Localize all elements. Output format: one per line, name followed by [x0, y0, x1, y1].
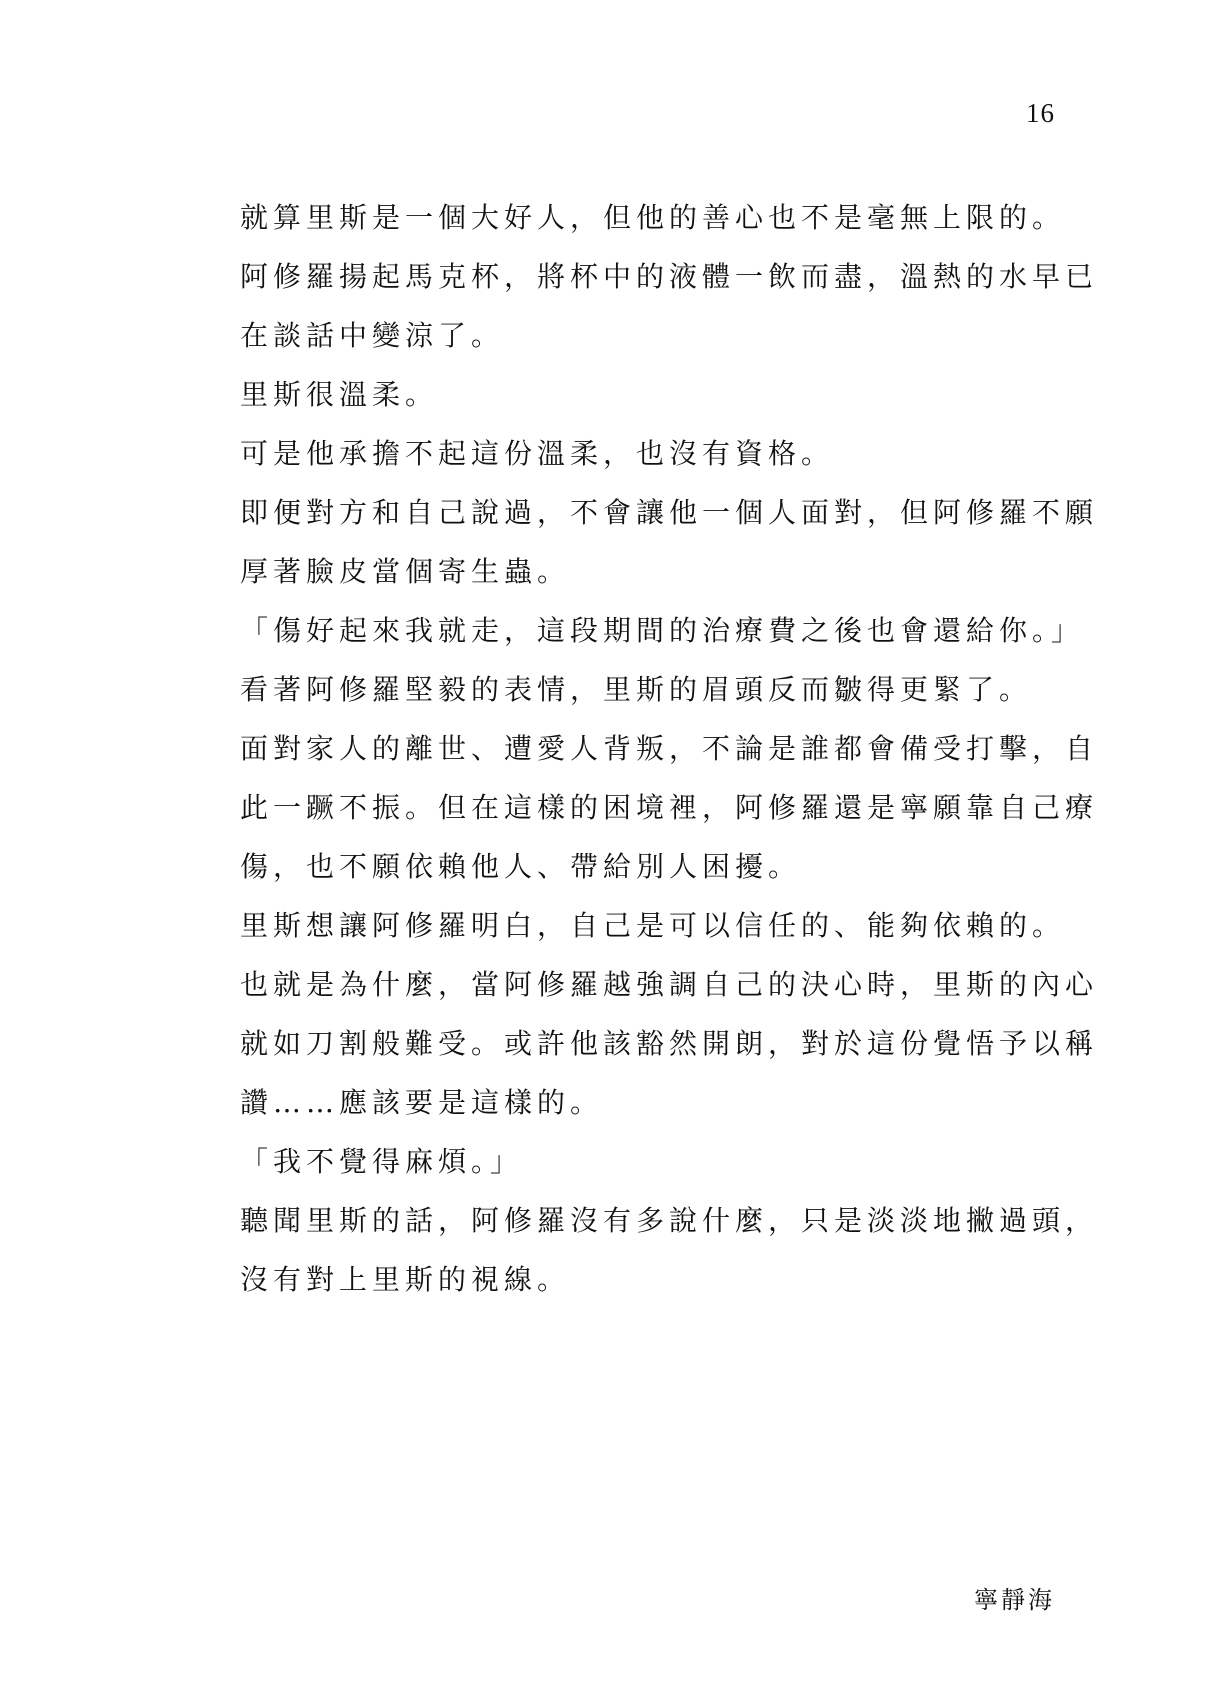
text-line: 看著阿修羅堅毅的表情，里斯的眉頭反而皺得更緊了。	[240, 673, 1033, 706]
text-line: 在談話中變涼了。	[240, 319, 505, 352]
text-line: 沒有對上里斯的視線。	[240, 1263, 571, 1296]
text-line: 也就是為什麼，當阿修羅越強調自己的決心時，里斯的內心	[240, 968, 1099, 1001]
text-line: 傷，也不願依賴他人、帶給別人困擾。	[240, 850, 802, 883]
text-line: 厚著臉皮當個寄生蟲。	[240, 555, 571, 588]
body-text	[240, 188, 1099, 1309]
text-line: 即便對方和自己說過，不會讓他一個人面對，但阿修羅不願	[240, 496, 1099, 529]
text-line: 「傷好起來我就走，這段期間的治療費之後也會還給你。」	[240, 614, 1085, 647]
text-line: 里斯很溫柔。	[240, 378, 439, 411]
text-line: 里斯想讓阿修羅明白，自己是可以信任的、能夠依賴的。	[240, 909, 1066, 942]
text-line: 「我不覺得麻煩。」	[240, 1145, 524, 1178]
text-line: 此一蹶不振。但在這樣的困境裡，阿修羅還是寧願靠自己療	[240, 791, 1099, 824]
text-line: 阿修羅揚起馬克杯，將杯中的液體一飲而盡，溫熱的水早已	[240, 260, 1099, 293]
text-line: 面對家人的離世、遭愛人背叛，不論是誰都會備受打擊，自	[240, 732, 1099, 765]
text-line: 就如刀割般難受。或許他該豁然開朗，對於這份覺悟予以稱	[240, 1027, 1099, 1060]
text-line: 可是他承擔不起這份溫柔，也沒有資格。	[240, 437, 835, 470]
text-line: 讚……應該要是這樣的。	[240, 1086, 604, 1119]
text-line: 就算里斯是一個大好人，但他的善心也不是毫無上限的。	[240, 201, 1066, 234]
footer-author: 寧靜海	[974, 1586, 1055, 1614]
text-line: 聽聞里斯的話，阿修羅沒有多說什麼，只是淡淡地撇過頭，	[240, 1204, 1099, 1237]
page-number: 16	[1026, 98, 1055, 128]
